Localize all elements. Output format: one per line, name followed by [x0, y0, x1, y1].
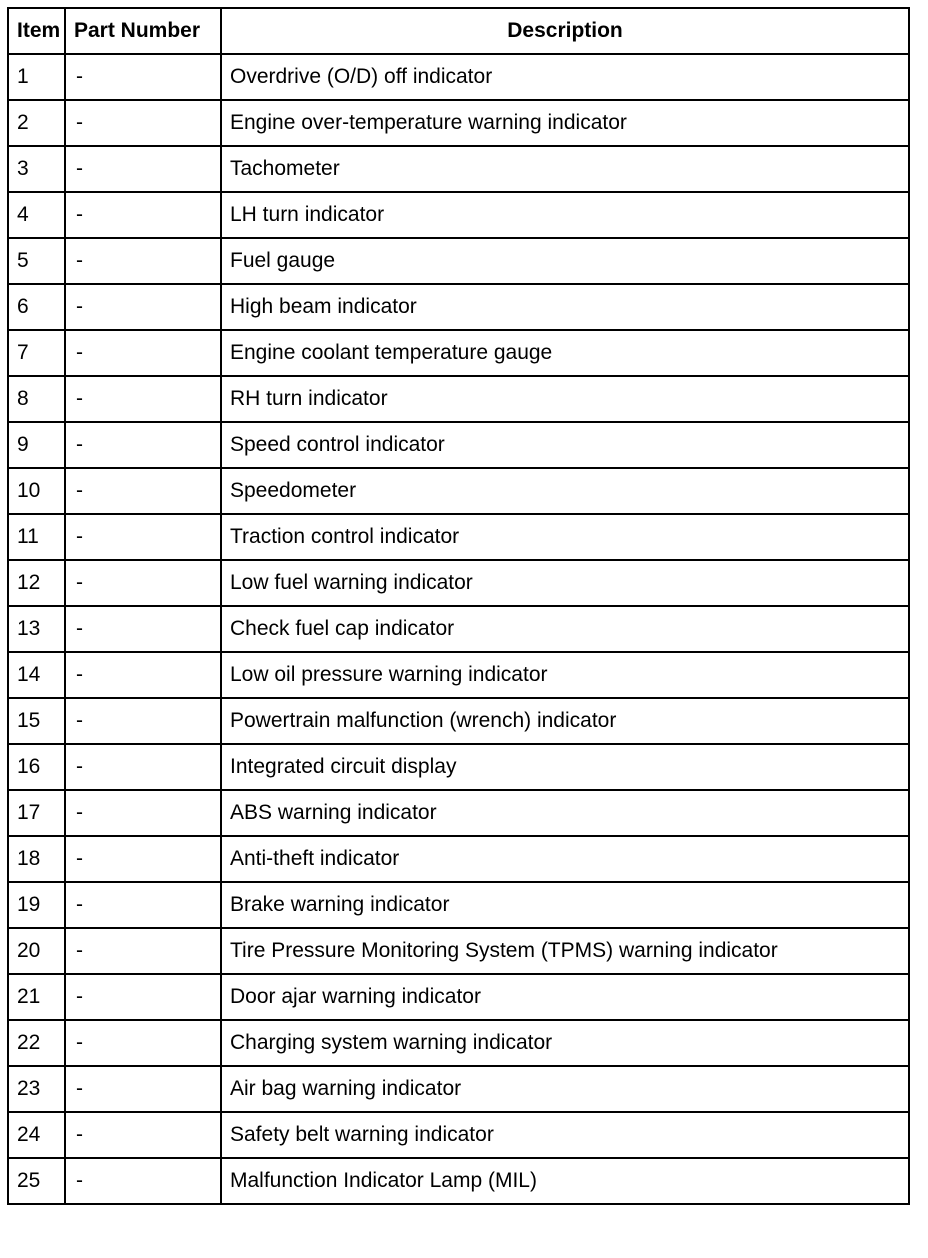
header-description: Description	[221, 8, 909, 54]
header-item: Item	[8, 8, 65, 54]
cell-part-number: -	[65, 560, 221, 606]
table-row	[8, 54, 909, 100]
cell-part-number: -	[65, 376, 221, 422]
cell-part-number: -	[65, 192, 221, 238]
table-body	[8, 54, 909, 1204]
cell-item: 15	[8, 698, 65, 744]
cell-part-number: -	[65, 928, 221, 974]
cell-item: 21	[8, 974, 65, 1020]
cell-part-number: -	[65, 284, 221, 330]
table-row	[8, 974, 909, 1020]
cell-part-number: -	[65, 698, 221, 744]
cell-part-number: -	[65, 974, 221, 1020]
cell-part-number: -	[65, 100, 221, 146]
cell-item: 3	[8, 146, 65, 192]
cell-item: 24	[8, 1112, 65, 1158]
table-row	[8, 928, 909, 974]
cell-description: Low oil pressure warning indicator	[221, 652, 909, 698]
cell-item: 25	[8, 1158, 65, 1204]
cell-description: Brake warning indicator	[221, 882, 909, 928]
cell-description: Safety belt warning indicator	[221, 1112, 909, 1158]
cell-part-number: -	[65, 652, 221, 698]
cell-description: Charging system warning indicator	[221, 1020, 909, 1066]
cell-item: 6	[8, 284, 65, 330]
table-row	[8, 790, 909, 836]
cell-description: LH turn indicator	[221, 192, 909, 238]
header-row	[8, 8, 909, 54]
table-row	[8, 330, 909, 376]
cell-item: 8	[8, 376, 65, 422]
cell-item: 1	[8, 54, 65, 100]
cell-description: Engine over-temperature warning indicator	[221, 100, 909, 146]
cell-description: Anti-theft indicator	[221, 836, 909, 882]
table-row	[8, 146, 909, 192]
cell-part-number: -	[65, 836, 221, 882]
table-header	[8, 8, 909, 54]
cell-part-number: -	[65, 744, 221, 790]
cell-item: 11	[8, 514, 65, 560]
cell-item: 18	[8, 836, 65, 882]
parts-table	[7, 7, 910, 1205]
table-row	[8, 836, 909, 882]
cell-part-number: -	[65, 238, 221, 284]
cell-part-number: -	[65, 882, 221, 928]
cell-part-number: -	[65, 790, 221, 836]
table-row	[8, 514, 909, 560]
cell-description: Powertrain malfunction (wrench) indicator	[221, 698, 909, 744]
cell-item: 5	[8, 238, 65, 284]
cell-description: RH turn indicator	[221, 376, 909, 422]
table-row	[8, 238, 909, 284]
cell-item: 17	[8, 790, 65, 836]
table-row	[8, 1112, 909, 1158]
table-row	[8, 1158, 909, 1204]
cell-description: Malfunction Indicator Lamp (MIL)	[221, 1158, 909, 1204]
cell-item: 19	[8, 882, 65, 928]
table-row	[8, 100, 909, 146]
cell-item: 16	[8, 744, 65, 790]
cell-description: Integrated circuit display	[221, 744, 909, 790]
cell-description: Low fuel warning indicator	[221, 560, 909, 606]
table-row	[8, 882, 909, 928]
table-row	[8, 192, 909, 238]
cell-description: Traction control indicator	[221, 514, 909, 560]
cell-description: Check fuel cap indicator	[221, 606, 909, 652]
cell-description: Tire Pressure Monitoring System (TPMS) warning indicator	[221, 928, 909, 974]
cell-part-number: -	[65, 468, 221, 514]
cell-part-number: -	[65, 1158, 221, 1204]
cell-part-number: -	[65, 422, 221, 468]
cell-description: Speed control indicator	[221, 422, 909, 468]
cell-part-number: -	[65, 330, 221, 376]
cell-part-number: -	[65, 146, 221, 192]
cell-part-number: -	[65, 606, 221, 652]
cell-description: High beam indicator	[221, 284, 909, 330]
cell-item: 9	[8, 422, 65, 468]
cell-item: 13	[8, 606, 65, 652]
cell-item: 12	[8, 560, 65, 606]
cell-item: 10	[8, 468, 65, 514]
cell-part-number: -	[65, 514, 221, 560]
table-row	[8, 284, 909, 330]
table-row	[8, 1066, 909, 1112]
cell-part-number: -	[65, 1112, 221, 1158]
cell-description: Engine coolant temperature gauge	[221, 330, 909, 376]
cell-part-number: -	[65, 1066, 221, 1112]
cell-item: 4	[8, 192, 65, 238]
cell-description: Fuel gauge	[221, 238, 909, 284]
table-row	[8, 376, 909, 422]
cell-part-number: -	[65, 1020, 221, 1066]
cell-item: 14	[8, 652, 65, 698]
table-row	[8, 606, 909, 652]
table-row	[8, 652, 909, 698]
cell-item: 23	[8, 1066, 65, 1112]
cell-description: Door ajar warning indicator	[221, 974, 909, 1020]
header-part-number: Part Number	[65, 8, 221, 54]
table-row	[8, 422, 909, 468]
table-row	[8, 1020, 909, 1066]
cell-description: Speedometer	[221, 468, 909, 514]
cell-item: 2	[8, 100, 65, 146]
table-row	[8, 468, 909, 514]
cell-item: 22	[8, 1020, 65, 1066]
cell-item: 20	[8, 928, 65, 974]
table-row	[8, 560, 909, 606]
cell-description: ABS warning indicator	[221, 790, 909, 836]
table-row	[8, 698, 909, 744]
cell-description: Air bag warning indicator	[221, 1066, 909, 1112]
cell-description: Tachometer	[221, 146, 909, 192]
cell-item: 7	[8, 330, 65, 376]
cell-part-number: -	[65, 54, 221, 100]
table-row	[8, 744, 909, 790]
cell-description: Overdrive (O/D) off indicator	[221, 54, 909, 100]
